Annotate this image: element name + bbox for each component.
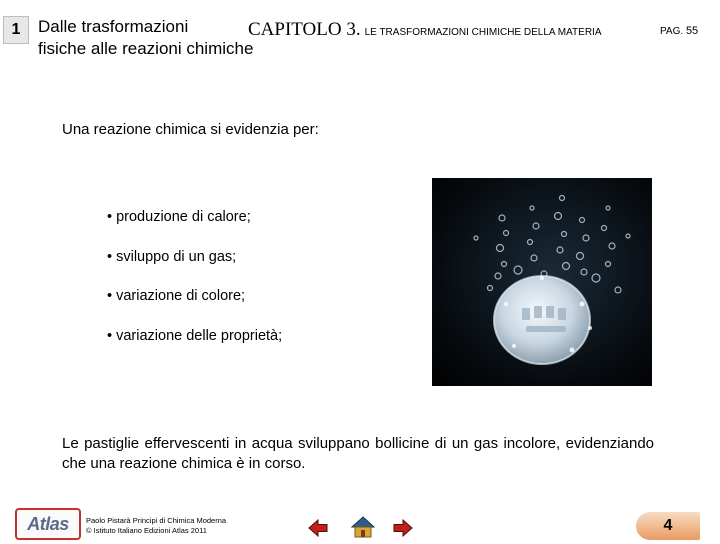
arrow-right-icon xyxy=(392,517,414,539)
chapter-subtitle: LE TRASFORMAZIONI CHIMICHE DELLA MATERIA xyxy=(364,27,602,38)
credit-line-1: Paolo Pistarà Principi di Chimica Moderna xyxy=(86,516,227,525)
bullet-heat: • produzione di calore; xyxy=(107,209,251,225)
credit-line-2: © Istituto Italiano Edizioni Atlas 2011 xyxy=(86,526,207,535)
tablet-illustration xyxy=(432,178,652,386)
logo-text: Atlas xyxy=(27,513,69,534)
home-icon xyxy=(351,515,375,539)
arrow-left-icon xyxy=(307,517,329,539)
bullet-gas: • sviluppo di un gas; xyxy=(107,249,237,265)
bullet-color: • variazione di colore; xyxy=(107,288,246,304)
page-prefix: PAG. xyxy=(660,26,684,37)
caption-text: Le pastiglie effervescenti in acqua sviluppano bollicine di un gas incolore, evidenziando che una reazione chimica è in corso. xyxy=(62,435,654,472)
page-number: 4 xyxy=(663,517,673,534)
footer-credits xyxy=(86,516,226,536)
atlas-logo xyxy=(15,508,81,540)
chapter-title xyxy=(248,19,602,41)
bullet-properties: • variazione delle proprietà; xyxy=(107,328,283,344)
section-title-line2: fisiche alle reazioni chimiche xyxy=(38,39,254,58)
section-title xyxy=(38,16,253,60)
page-ref-number: 55 xyxy=(685,25,699,37)
next-page-button[interactable] xyxy=(392,517,414,539)
page-number-badge xyxy=(636,512,700,540)
intro-text: Una reazione chimica si evidenzia per: xyxy=(62,121,319,138)
chapter-badge xyxy=(3,16,29,44)
home-button[interactable] xyxy=(351,515,375,539)
section-title-line1: Dalle trasformazioni xyxy=(38,17,189,36)
chapter-label: CAPITOLO 3. xyxy=(248,19,361,40)
chapter-number: 1 xyxy=(11,21,21,38)
prev-page-button[interactable] xyxy=(307,517,329,539)
page-reference xyxy=(660,25,698,37)
effervescent-tablet-photo xyxy=(432,178,652,386)
